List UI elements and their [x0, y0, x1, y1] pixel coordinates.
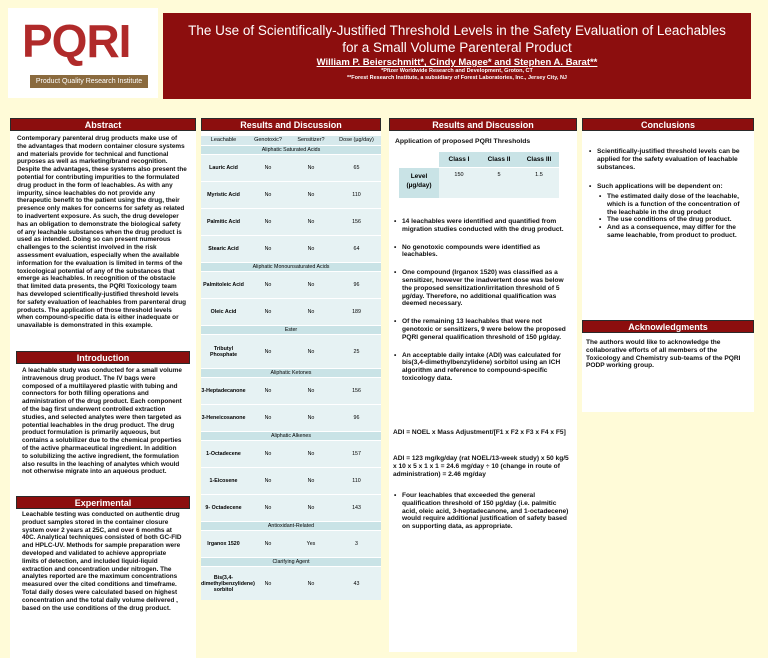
table-row — [201, 467, 381, 494]
cell-dose: 110 — [352, 192, 361, 198]
cell-genotoxic: No — [264, 451, 272, 457]
col-header-genotoxic: Genotoxic? — [254, 137, 282, 143]
abstract-heading: Abstract — [10, 118, 196, 131]
col-header-dose: Dose (µg/day) — [339, 137, 374, 143]
cell-sensitizer: No — [307, 192, 315, 198]
table-row — [201, 440, 381, 467]
column-3 — [389, 118, 577, 652]
column-2 — [201, 118, 381, 593]
col-header-sensitizer: Sensitizer? — [297, 137, 325, 143]
cell-dose: 96 — [353, 415, 360, 421]
table-row — [201, 404, 381, 431]
experimental-heading: Experimental — [16, 496, 190, 509]
final-bullet: • Four leachables that exceeded the general qualification threshold of 150 µg/day (i.e. palmitic acid, oleic acid, 3-heptadecanone, and 1-octadecene) would require additional justification of safety based on supporting data, as appropriate. — [393, 492, 573, 531]
cell-sensitizer: No — [307, 388, 315, 394]
class-i-header: Class I — [439, 152, 479, 167]
thresholds-value-row — [399, 167, 559, 198]
cell-name: Lauric Acid — [209, 165, 238, 171]
table-category: Ester — [201, 325, 381, 334]
table-header — [201, 136, 381, 145]
table-row — [201, 566, 381, 600]
results-bullets — [393, 218, 573, 393]
cell-dose: 189 — [352, 309, 361, 315]
cell-sensitizer: No — [307, 451, 315, 457]
cell-genotoxic: No — [264, 309, 272, 315]
cell-dose: 65 — [353, 165, 360, 171]
cell-genotoxic: No — [264, 192, 272, 198]
conclusions-sublist — [598, 193, 750, 240]
table-category: Antioxidant-Related — [201, 521, 381, 530]
table-row — [201, 530, 381, 557]
cell-dose: 64 — [353, 246, 360, 252]
table-category: Aliphatic Monounsaturated Acids — [201, 262, 381, 271]
cell-name: 1-Eicosene — [209, 478, 238, 484]
cell-sensitizer: No — [307, 478, 315, 484]
cell-name: 3-Heptadecanone — [201, 388, 246, 394]
cell-name: Irganox 1520 — [207, 541, 240, 547]
class-i-value: 150 — [439, 168, 479, 198]
conclusion-sub-bullet: • The use conditions of the drug product. — [598, 216, 750, 224]
table-row — [201, 208, 381, 235]
cell-sensitizer: No — [307, 580, 315, 587]
cell-name: 3-Heneicosanone — [201, 415, 246, 421]
class-ii-value: 5 — [479, 168, 519, 198]
conclusions-heading: Conclusions — [582, 118, 754, 131]
result-bullet: • One compound (Irganox 1520) was classified as a sensitizer, however the inadvertent dose was below the proposed sensitization/irritation threshold of 5 µg/day. Therefore, no additional qualification was deemed necessary. — [393, 269, 573, 308]
cell-genotoxic: No — [264, 219, 272, 225]
cell-genotoxic: No — [264, 388, 272, 394]
col-header-leachable: Leachable — [210, 137, 237, 143]
cell-dose: 96 — [353, 282, 360, 288]
cell-sensitizer: No — [307, 309, 315, 315]
table-category: Aliphatic Alkenes — [201, 431, 381, 440]
cell-name: Palmitoleic Acid — [203, 282, 244, 288]
class-iii-header: Class III — [519, 152, 559, 167]
table-row — [201, 181, 381, 208]
cell-sensitizer: No — [307, 219, 315, 225]
conclusion-bullet-1: • Scientifically-justified threshold levels can be applied for the safety evaluation of leachable substances. — [588, 148, 748, 171]
table-row — [201, 154, 381, 181]
class-iii-value: 1.5 — [519, 168, 559, 198]
cell-name: Oleic Acid — [210, 309, 237, 315]
cell-dose: 110 — [352, 478, 361, 484]
cell-dose: 25 — [353, 348, 360, 355]
result-bullet: • An acceptable daily intake (ADI) was calculated for bis(3,4-dimethylbenzylidene) sorbitol using an ICH algorithm and reference to compound-specific toxicology data. — [393, 352, 573, 383]
cell-sensitizer: No — [307, 246, 315, 252]
table-row — [201, 334, 381, 368]
logo-subtitle: Product Quality Research Institute — [30, 75, 148, 88]
thresholds-header-row — [399, 152, 559, 167]
adi-calculation: ADI = 123 mg/kg/day (rat NOEL/13-week study) x 50 kg/5 x 10 x 5 x 1 x 1 = 24.6 mg/day ÷ 10 (change in route of administration) = 2.46 mg/day — [393, 455, 569, 478]
cell-sensitizer: No — [307, 348, 315, 355]
level-label: Level (µg/day) — [399, 168, 439, 198]
cell-genotoxic: No — [264, 541, 272, 547]
table-row — [201, 377, 381, 404]
cell-genotoxic: No — [264, 282, 272, 288]
cell-sensitizer: No — [307, 282, 315, 288]
thresholds-subtitle: Application of proposed PQRI Thresholds — [395, 138, 531, 145]
poster-title: The Use of Scientifically-Justified Threshold Levels in the Safety Evaluation of Leachables for a Small Volume Parenteral Product — [188, 23, 726, 55]
table-category: Clarifying Agent — [201, 557, 381, 566]
adi-formula: ADI = NOEL x Mass Adjustment/[F1 x F2 x F3 x F4 x F5] — [393, 429, 566, 436]
cell-name: 9- Octadecene — [205, 505, 242, 511]
cell-sensitizer: Yes — [306, 541, 316, 547]
table-category: Aliphatic Saturated Acids — [201, 145, 381, 154]
conclusion-sub-bullet: • The estimated daily dose of the leachable, which is a function of the concentration of the leachable in the drug product — [598, 193, 750, 216]
introduction-heading: Introduction — [16, 351, 190, 364]
table-category: Aliphatic Ketones — [201, 368, 381, 377]
title-banner — [163, 13, 751, 99]
cell-genotoxic: No — [264, 246, 272, 252]
cell-name: Myristic Acid — [207, 192, 240, 198]
table-row — [201, 494, 381, 521]
acknowledgments-text: The authors would like to acknowledge the collaborative efforts of all members of the Toxicology and Chemistry sub-teams of the PQRI PODP working group. — [582, 333, 754, 377]
cell-name: Bis(3,4-dimethylbenzylidene) sorbitol — [201, 574, 255, 593]
affiliation-1: *Pfizer Worldwide Research and Development, Groton, CT — [381, 68, 533, 74]
cell-name: Tributyl Phosphate — [209, 345, 238, 358]
cell-sensitizer: No — [307, 165, 315, 171]
class-ii-header: Class II — [479, 152, 519, 167]
table-row — [201, 271, 381, 298]
logo-text: PQRI — [22, 15, 131, 67]
introduction-text: A leachable study was conducted for a small volume intravenous drug product. The IV bags were composed of a multilayered plastic with tubing and connectors for both filling operations and administration of the drug product. Each component of the bag first underwent controlled extraction studies, and selected analytes were then targeted as potential leachables in the drug product. The drug product formulation is primarily aqueous, but contains a solubilizer due to the chemical properties of the active pharmaceutical ingredient. In addition to solubilizing the active ingredient, the formulation also results in the leaching of analytes which would not otherwise migrate into an aqueous product. — [22, 367, 182, 476]
table-row — [201, 298, 381, 325]
cell-name: 1-Octadecene — [206, 451, 241, 457]
cell-genotoxic: No — [264, 165, 272, 171]
cell-sensitizer: No — [307, 505, 315, 511]
cell-dose: 156 — [352, 219, 361, 225]
poster-header — [0, 0, 768, 104]
cell-genotoxic: No — [264, 505, 272, 511]
conclusion-sub-bullet: • And as a consequence, may differ for the same leachable, from product to product. — [598, 224, 750, 240]
cell-sensitizer: No — [307, 415, 315, 421]
result-bullet: • No genotoxic compounds were identified as leachables. — [393, 244, 573, 260]
acknowledgments-heading: Acknowledgments — [582, 320, 754, 333]
table-row — [201, 235, 381, 262]
cell-dose: 43 — [353, 580, 360, 587]
poster-authors: William P. Beierschmitt*, Cindy Magee* and Stephen A. Barat** — [316, 57, 598, 68]
pqri-logo — [8, 8, 158, 98]
cell-dose: 143 — [352, 505, 361, 511]
cell-name: Stearic Acid — [208, 246, 239, 252]
cell-dose: 156 — [352, 388, 361, 394]
cell-dose: 3 — [355, 541, 358, 547]
thresholds-table — [399, 152, 559, 198]
cell-name: Palmitic Acid — [206, 219, 241, 225]
conclusions-list — [588, 148, 748, 191]
result-bullet: • 14 leachables were identified and quantified from migration studies conducted with the drug product. — [393, 218, 573, 234]
column-1 — [10, 118, 196, 658]
conclusion-bullet-2: • Such applications will be dependent on: — [588, 183, 748, 191]
cell-genotoxic: No — [264, 478, 272, 484]
table-body — [201, 145, 381, 600]
leachables-table — [201, 136, 381, 600]
cell-dose: 157 — [352, 451, 361, 457]
experimental-text: Leachable testing was conducted on authentic drug product samples stored in the container closure system over 2 years at 25C, and over 6 months at 40C. Analytical techniques consisted of both GC-FID and HPLC-UV. Methods for sample preparation were developed and validated to achieve appropriate limits of detection, and included liquid-liquid extraction and concentration under nitrogen. The analytes reported are the maximum concentrations measured over the cited conditions and timeframe. Total daily doses were calculated based on highest concentration and the total daily volume delivered , based on the use conditions of the drug product. — [22, 511, 182, 612]
cell-genotoxic: No — [264, 348, 272, 355]
cell-genotoxic: No — [264, 580, 272, 587]
result-bullet: • Of the remaining 13 leachables that were not genotoxic or sensitizers, 9 were below the proposed PQRI general qualification threshold of 150 µg/day. — [393, 318, 573, 341]
abstract-text: Contemporary parenteral drug products make use of the advantages that modern container closure systems and materials provide for technical and functional purposes as well as marketing/brand recognition. Despite the advantages, these systems also present the potential for contributing impurities to the formulated drug product in the form of leachables. As with any impurity, since leachables do not provide any therapeutic benefit to the patient using the drug, their presence only makes for concerns for safety as related to inadvertent exposure. As such, the drug developer has an obligation to demonstrate the biological safety of any leachable substances when the drug product is used as intended. Doing so can present numerous challenges to the scientist involved in the risk assessment evaluation, especially when the available information for the evaluation is limited in terms of the toxicological potential of any of the substances that emerge as leachables. In recognition of the obstacle that limited data presents, the PQRI Toxicology team has developed scientifically-justified threshold levels for safety evaluation of leachables from parenteral drug products. The application of those threshold levels when compound-specific data is either inadequate or unavailable is demonstrated in this example. — [17, 135, 187, 330]
cell-genotoxic: No — [264, 415, 272, 421]
results-heading-1: Results and Discussion — [201, 118, 381, 131]
affiliation-2: **Forest Research Institute, a subsidiary of Forest Laboratories, Inc., Jersey City, NJ — [347, 75, 567, 81]
final-bullet-list — [393, 492, 573, 531]
results-heading-2: Results and Discussion — [389, 118, 577, 131]
